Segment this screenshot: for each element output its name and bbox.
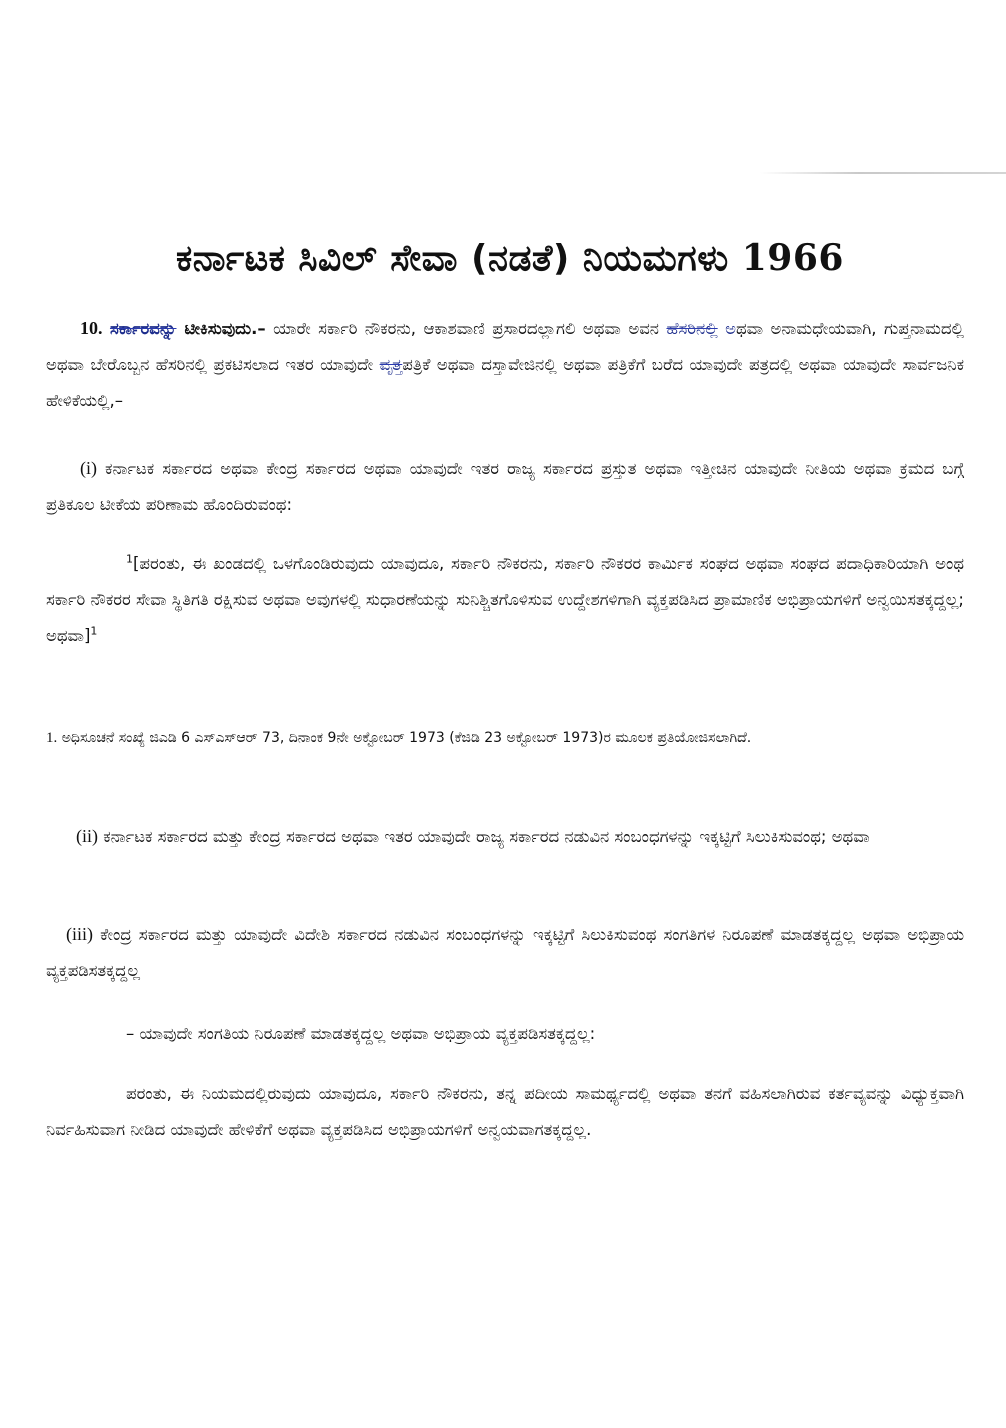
clause-iii-text: ಕೇಂದ್ರ ಸರ್ಕಾರದ ಮತ್ತು ಯಾವುದೇ ವಿದೇಶಿ ಸರ್ಕಾರದ ನಡುವಿನ ಸಂಬಂಧಗಳನ್ನು ಇಕ್ಕಟ್ಟಿಗೆ ಸಿಲುಕಿಸುವಂಥ ಸಂಗತಿಗಳ ನಿರೂಪಣೆ ಮಾಡತಕ್ಕದ್ದಲ್ಲ ಅಥವಾ ಅಭಿಪ್ರಾಯ ವ್ಯಕ್ತಪಡಿಸತಕ್ಕದ್ದಲ್ಲ [46,925,964,980]
footnote [46,722,964,754]
footnote-number: 1. [46,730,58,746]
rule-text-part1: ಯಾರೇ ಸರ್ಕಾರಿ ನೌಕರನು, ಆಕಾಶವಾಣಿ ಪ್ರಸಾರದಲ್ಲಾಗಲಿ ಅಥವಾ ಅವನ [265,319,667,338]
rule-number: 10. [80,318,103,338]
title-text: ಕರ್ನಾಟಕ ಸಿವಿಲ್ ಸೇವಾ (ನಡತೆ) ನಿಯಮಗಳು [176,238,729,279]
annotated-word-3: ಅ [725,319,737,338]
clause-ii-paragraph [46,818,964,855]
annotated-word-2: ಹೆಸರಿನಲ್ಲಿ [666,319,718,338]
proviso-2-paragraph: ಪರಂತು, ಈ ನಿಯಮದಲ್ಲಿರುವುದು ಯಾವುದೂ, ಸರ್ಕಾರಿ ನೌಕರನು, ತನ್ನ ಪದೀಯ ಸಾಮರ್ಥ್ಯದಲ್ಲಿ ಅಥವಾ ತನಗೆ ವಹಿಸಲಾಗಿರುವ ಕರ್ತವ್ಯವನ್ನು ವಿಧ್ಯುಕ್ತವಾಗಿ ನಿರ್ವಹಿಸುವಾಗ ನೀಡಿದ ಯಾವುದೇ ಹೇಳಿಕೆಗೆ ಅಥವಾ ವ್ಯಕ್ತಪಡಿಸಿದ ಅಭಿಪ್ರಾಯಗಳಿಗೆ ಅನ್ವಯವಾಗತಕ್ಕದ್ದಲ್ಲ. [46,1084,964,1139]
proviso-1-text: [ಪರಂತು, ಈ ಖಂಡದಲ್ಲಿ ಒಳಗೊಂಡಿರುವುದು ಯಾವುದೂ, ಸರ್ಕಾರಿ ನೌಕರನು, ಸರ್ಕಾರಿ ನೌಕರರ ಕಾರ್ಮಿಕ ಸಂಘದ ಅಥವಾ ಸಂಘದ ಪದಾಧಿಕಾರಿಯಾಗಿ ಅಂಥ ಸರ್ಕಾರಿ ನೌಕರರ ಸೇವಾ ಸ್ಥಿತಿಗತಿ ರಕ್ಷಿಸುವ ಅಥವಾ ಅವುಗಳಲ್ಲಿ ಸುಧಾರಣೆಯನ್ನು ಸುನಿಶ್ಚಿತಗೊಳಿಸುವ ಉದ್ದೇಶಗಳಿಗಾಗಿ ವ್ಯಕ್ತಪಡಿಸಿದ ಪ್ರಾಮಾಣಿಕ ಅಭಿಪ್ರಾಯಗಳಿಗೆ ಅನ್ವಯಿಸತಕ್ಕದ್ದಲ್ಲ; ಅಥವಾ] [46,554,964,645]
rule-10-paragraph [46,310,964,419]
title-year: 1966 [741,237,844,279]
annotated-word-4: ವೃತ್ತ [379,355,403,374]
clause-ii-label: (ii) [76,826,98,846]
top-divider [760,172,1006,174]
rule-heading: ಟೀಕಿಸುವುದು.– [176,319,266,338]
clause-iii-label: (iii) [66,924,93,944]
clause-ii-text: ಕರ್ನಾಟಕ ಸರ್ಕಾರದ ಮತ್ತು ಕೇಂದ್ರ ಸರ್ಕಾರದ ಅಥವಾ ಇತರ ಯಾವುದೇ ರಾಜ್ಯ ಸರ್ಕಾರದ ನಡುವಿನ ಸಂಬಂಧಗಳನ್ನು ಇಕ್ಕಟ್ಟಿಗೆ ಸಿಲುಕಿಸುವಂಥ; ಅಥವಾ [98,827,870,846]
clause-iii-paragraph [46,916,964,989]
dash-clause-line: – ಯಾವುದೇ ಸಂಗತಿಯ ನಿರೂಪಣೆ ಮಾಡತಕ್ಕದ್ದಲ್ಲ ಅಥವಾ ಅಭಿಪ್ರಾಯ ವ್ಯಕ್ತಪಡಿಸತಕ್ಕದ್ದಲ್ಲ: [126,1024,596,1043]
clause-i-paragraph [46,450,964,523]
footnote-text: ಅಧಿಸೂಚನೆ ಸಂಖ್ಯೆ ಜಿಎಡಿ 6 ಎಸ್‌ಎಸ್‌ಆರ್ 73, ದಿನಾಂಕ 9ನೇ ಅಕ್ಟೋಬರ್ 1973 (ಕೆಜಿಡಿ 23 ಅಕ್ಟೋಬರ್ 1973)ರ ಮೂಲಕ ಪ್ರತಿಯೋಜಿಸಲಾಗಿದೆ. [57,730,752,746]
rule-text-part3: ಥವಾ ಅನಾಮಧೇಯವಾಗಿ, ಗುಪ್ತನಾಮದಲ್ಲಿ ಅಥವಾ ಬೇರೊಬ್ಬನ ಹೆಸರಿನಲ್ಲಿ ಪ್ರಕಟಿಸಲಾದ ಇತರ ಯಾವುದೇ [46,319,964,374]
document-title [60,232,960,285]
footnote-ref-close: 1 [90,624,98,638]
rule-heading-annotated: ಸರ್ಕಾರವನ್ನು [109,319,177,338]
clause-i-text: ಕರ್ನಾಟಕ ಸರ್ಕಾರದ ಅಥವಾ ಕೇಂದ್ರ ಸರ್ಕಾರದ ಅಥವಾ ಯಾವುದೇ ಇತರ ರಾಜ್ಯ ಸರ್ಕಾರದ ಪ್ರಸ್ತುತ ಅಥವಾ ಇತ್ತೀಚಿನ ಯಾವುದೇ ನೀತಿಯ ಅಥವಾ ಕ್ರಮದ ಬಗ್ಗೆ ಪ್ರತಿಕೂಲ ಟೀಕೆಯ ಪರಿಣಾಮ ಹೊಂದಿರುವಂಥ: [46,459,964,514]
proviso-1-paragraph [46,546,964,654]
footnote-ref-open: 1 [126,552,133,566]
clause-i-label: (i) [80,458,97,478]
rule-text-part4: ಪತ್ರಿಕೆ ಅಥವಾ ದಸ್ತಾವೇಜಿನಲ್ಲಿ ಅಥವಾ ಪತ್ರಿಕೆಗೆ ಬರೆದ ಯಾವುದೇ ಪತ್ರದಲ್ಲಿ ಅಥವಾ ಯಾವುದೇ ಸಾರ್ವಜನಿಕ ಹೇಳಿಕೆಯಲ್ಲಿ,– [46,355,964,410]
